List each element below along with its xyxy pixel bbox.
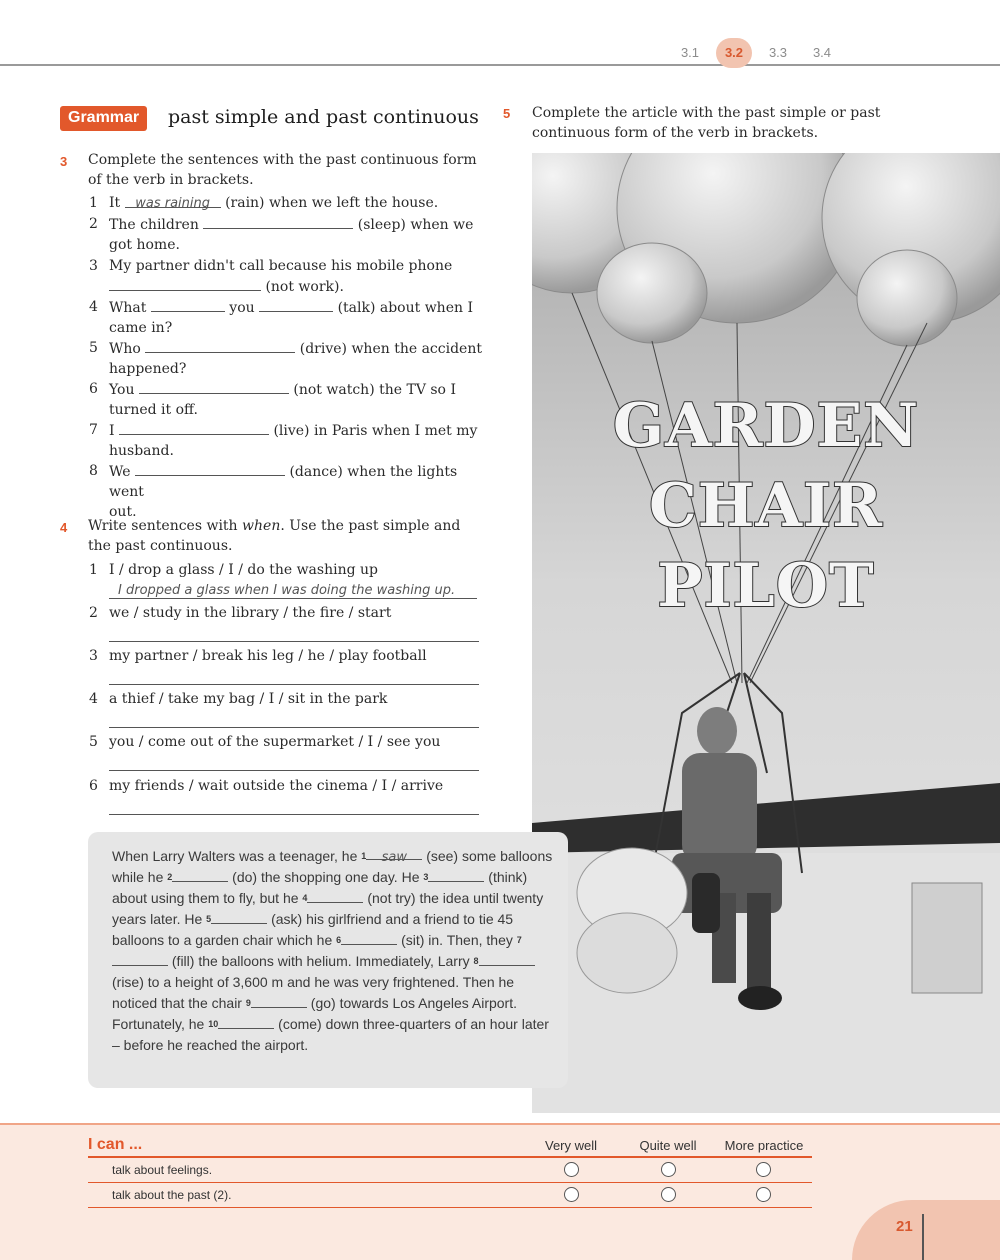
gap-9[interactable] [251, 994, 307, 1008]
ex3-item-7 [89, 420, 489, 461]
item-text: (drive) when the accident [299, 341, 482, 357]
unit-tab-3-1[interactable]: 3.1 [680, 45, 700, 60]
unit-tab-3-3[interactable]: 3.3 [768, 45, 788, 60]
item-text: husband. [109, 443, 174, 459]
ex3-item-8 [89, 461, 489, 522]
answer-line[interactable] [109, 684, 479, 685]
answer-blank[interactable] [135, 461, 285, 476]
radio-past-quite-well[interactable] [661, 1187, 676, 1202]
answer-blank[interactable] [151, 297, 225, 312]
answer-line[interactable] [109, 770, 479, 771]
answer-line[interactable] [109, 727, 479, 728]
radio-past-more-practice[interactable] [756, 1187, 771, 1202]
item-prompt: my partner / break his leg / he / play football [109, 648, 427, 664]
item-text: happened? [109, 361, 187, 377]
ex4-example-answer: I dropped a glass when I was doing the washing up. [118, 583, 456, 598]
gap-number: 3 [423, 872, 429, 882]
gap-number: 9 [245, 998, 251, 1008]
example-answer: was raining [135, 196, 210, 211]
gap-8[interactable] [479, 952, 535, 966]
column-very-well: Very well [544, 1138, 598, 1153]
ex3-item-4 [89, 297, 489, 338]
ex4-item-1 [89, 560, 489, 580]
exercise-3-number: 3 [60, 154, 68, 169]
item-text: out. [109, 504, 137, 520]
ican-rule [88, 1156, 812, 1158]
item-text: (not work). [265, 279, 344, 295]
radio-feelings-quite-well[interactable] [661, 1162, 676, 1177]
gap-number: 6 [336, 935, 342, 945]
item-text: (dance) when the lights went [109, 464, 458, 500]
ex3-item-1 [89, 193, 489, 213]
item-text: You [109, 382, 135, 398]
ex4-item-5 [89, 732, 489, 752]
exercise-4-number: 4 [60, 520, 68, 535]
ex4-item-4 [89, 689, 489, 709]
ex3-item-3 [89, 256, 489, 297]
headline-line-1: GARDEN [612, 391, 920, 461]
unit-tab-3-4[interactable]: 3.4 [812, 45, 832, 60]
answer-blank[interactable] [139, 379, 289, 394]
headline-line-2: CHAIR [649, 471, 883, 541]
story-segment: (go) towards Los Angeles Airport. Fortunately, he [112, 995, 518, 1032]
ex3-item-2 [89, 214, 489, 255]
item-text: came in? [109, 320, 173, 336]
column-quite-well: Quite well [639, 1138, 697, 1153]
ican-row-past: talk about the past (2). [112, 1188, 232, 1202]
story-segment: (see) some balloons while he [112, 848, 553, 885]
answer-blank[interactable] [145, 338, 295, 353]
exercise-3-instruction: Complete the sentences with the past continuous form of the verb in brackets. [88, 152, 477, 188]
ex3-item-6 [89, 379, 489, 420]
item-text: (sleep) when we [357, 217, 474, 233]
ican-row-rule [88, 1182, 812, 1183]
item-text: My partner didn't call because his mobile phone [109, 258, 453, 274]
gap-number: 7 [516, 935, 522, 945]
story-text [112, 846, 557, 1056]
gap-2[interactable] [172, 868, 228, 882]
example-answer: saw [381, 850, 407, 865]
item-prompt: my friends / wait outside the cinema / I / arrive [109, 778, 444, 794]
ex3-item-5 [89, 338, 489, 379]
story-segment: (ask) his girlfriend and a friend to tie 45 balloons to a garden chair which he [112, 911, 514, 948]
item-number: 6 [89, 778, 98, 794]
gap-3[interactable] [428, 868, 484, 882]
item-text: (live) in Paris when I met my [273, 423, 478, 439]
grammar-badge: Grammar [60, 106, 147, 131]
item-number: 3 [89, 648, 98, 664]
item-number: 5 [89, 340, 98, 356]
answer-blank[interactable] [119, 420, 269, 435]
radio-past-very-well[interactable] [564, 1187, 579, 1202]
item-text: got home. [109, 237, 180, 253]
story-segment: (think) about using them to fly, but he [112, 869, 528, 906]
story-segment: (not try) the idea until twenty years later. He [112, 890, 544, 927]
gap-4[interactable] [307, 889, 363, 903]
item-number: 2 [89, 216, 98, 232]
exercise-5-number: 5 [503, 106, 511, 121]
item-text: (talk) about when I [337, 300, 473, 316]
answer-line[interactable] [109, 641, 479, 642]
gap-number: 4 [302, 893, 308, 903]
gap-6[interactable] [341, 931, 397, 945]
radio-feelings-more-practice[interactable] [756, 1162, 771, 1177]
item-text: It [109, 195, 121, 211]
unit-nav [668, 38, 844, 68]
item-number: 1 [89, 195, 98, 211]
gap-number: 8 [473, 956, 479, 966]
gap-number: 5 [206, 914, 212, 924]
item-text: you [229, 300, 255, 316]
item-number: 4 [89, 299, 98, 315]
answer-blank[interactable] [259, 297, 333, 312]
item-number: 3 [89, 258, 98, 274]
ican-row-rule [88, 1207, 812, 1208]
story-segment: (fill) the balloons with helium. Immediately, Larry [171, 953, 470, 969]
gap-5[interactable] [211, 910, 267, 924]
item-prompt: I / drop a glass / I / do the washing up [109, 562, 378, 578]
item-prompt: you / come out of the supermarket / I / see you [109, 734, 441, 750]
item-text: turned it off. [109, 402, 198, 418]
item-number: 1 [89, 562, 98, 578]
page-number: 21 [896, 1218, 913, 1235]
answer-blank[interactable] [125, 193, 221, 211]
ex4-item-3 [89, 646, 489, 666]
item-text: We [109, 464, 131, 480]
ex4-item-6 [89, 776, 489, 796]
unit-tab-3-2[interactable]: 3.2 [716, 38, 752, 68]
gap-10[interactable] [218, 1015, 274, 1029]
item-number: 5 [89, 734, 98, 750]
ex4-item-2 [89, 603, 489, 623]
item-number: 6 [89, 381, 98, 397]
item-number: 2 [89, 605, 98, 621]
item-number: 4 [89, 691, 98, 707]
item-prompt: a thief / take my bag / I / sit in the park [109, 691, 388, 707]
story-segment: (do) the shopping one day. He [232, 869, 420, 885]
ican-row-feelings: talk about feelings. [112, 1163, 213, 1177]
item-number: 8 [89, 463, 98, 479]
item-text: I [109, 423, 115, 439]
answer-line[interactable] [109, 598, 477, 599]
gap-7[interactable] [112, 952, 168, 966]
radio-feelings-very-well[interactable] [564, 1162, 579, 1177]
column-more-practice: More practice [724, 1138, 804, 1153]
story-segment: When Larry Walters was a teenager, he [112, 848, 358, 864]
item-text: The children [109, 217, 199, 233]
instruction-keyword: when [242, 518, 281, 534]
gap-number: 1 [361, 851, 367, 861]
ican-band-divider [0, 1123, 1000, 1125]
gap-number: 10 [208, 1019, 219, 1029]
exercise-4-instruction [88, 516, 478, 556]
answer-line[interactable] [109, 814, 479, 815]
item-text: What [109, 300, 147, 316]
ican-title: I can ... [88, 1136, 143, 1153]
story-segment: (rise) to a height of 3,600 m and he was very frightened. Then he noticed that the chair [112, 974, 515, 1011]
gap-1[interactable] [366, 846, 422, 865]
story-segment: (come) down three-quarters of an hour later – before he reached the airport. [112, 1016, 549, 1053]
story-segment: (sit) in. Then, they [401, 932, 513, 948]
answer-blank[interactable] [203, 214, 353, 229]
answer-blank[interactable] [109, 276, 261, 291]
item-prompt: we / study in the library / the fire / start [109, 605, 392, 621]
instruction-text: Write sentences with [88, 518, 238, 534]
photo-illustration [532, 153, 1000, 1113]
instruction-text: . Use the past simple and the past continuous. [88, 518, 461, 554]
exercise-5-instruction: Complete the article with the past simple or past continuous form of the verb in brackets. [532, 105, 881, 141]
item-number: 7 [89, 422, 98, 438]
page-number-bar [922, 1214, 924, 1260]
item-text: Who [109, 341, 141, 357]
grammar-title: past simple and past continuous [168, 106, 479, 128]
item-text: (rain) when we left the house. [225, 195, 439, 211]
headline-line-3: PILOT [657, 551, 875, 621]
top-rule [0, 64, 1000, 66]
balloon-chair-photo [532, 153, 1000, 1113]
item-text: (not watch) the TV so I [293, 382, 456, 398]
gap-number: 2 [167, 872, 173, 882]
